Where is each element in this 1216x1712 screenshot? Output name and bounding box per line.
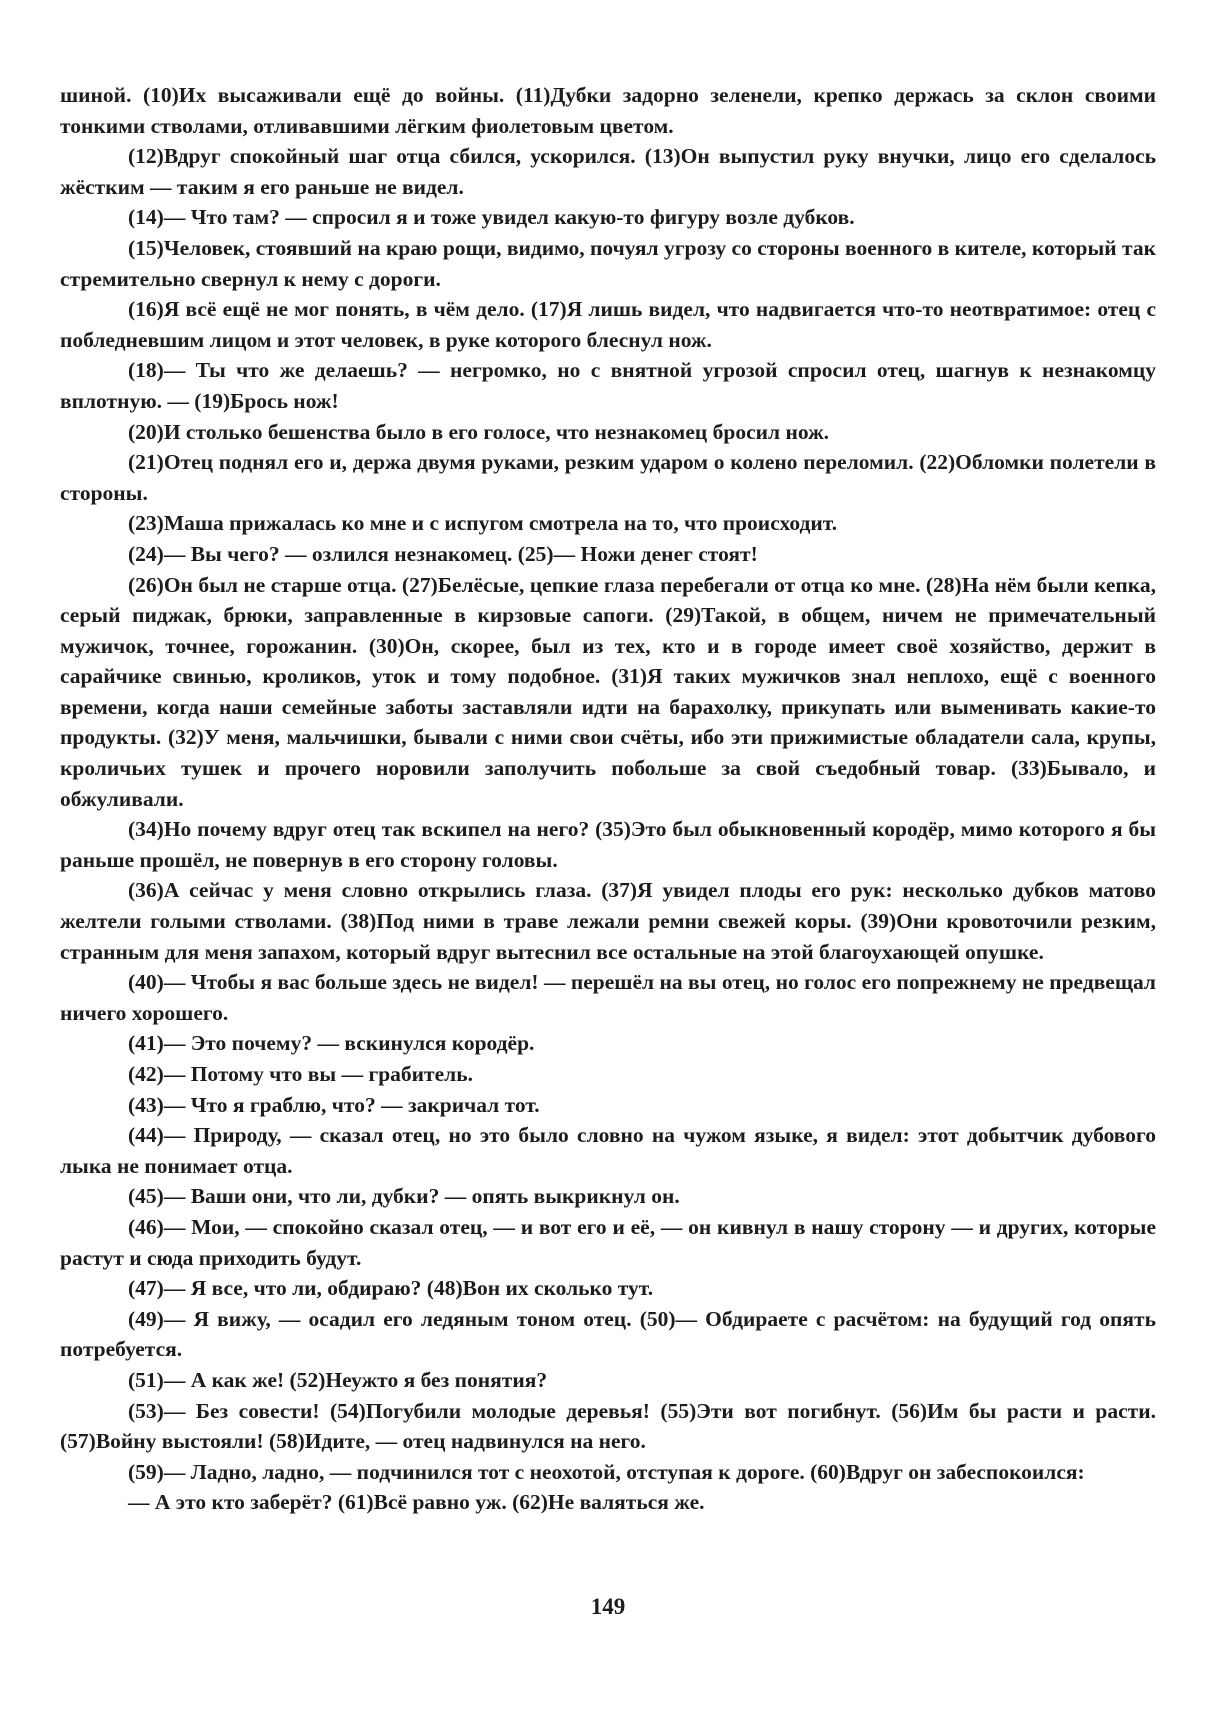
paragraph: (45)— Ваши они, что ли, дубки? — опять выкрикнул он. — [128, 1184, 680, 1209]
paragraph: (18)— Ты что же делаешь? — негромко, но с внятной угрозой спросил отец, шагнув к незнакомцу вплотную. — (19)Брось нож! — [60, 358, 1156, 413]
paragraph: (49)— Я вижу, — осадил его ледяным тоном отец. (50)— Обдираете с расчётом: на будущий год опять потребуется. — [60, 1306, 1156, 1362]
paragraph: (23)Маша прижалась ко мне и с испугом смотрела на то, что происходит. — [128, 511, 838, 536]
paragraph: (46)— Мои, — спокойно сказал отец, — и вот его и её, — он кивнул в нашу сторону — и других, которые растут и сюда приходить будут. — [60, 1214, 1156, 1270]
paragraph: (14)— Что там? — спросил я и тоже увидел какую-то фигуру возле дубков. — [128, 205, 855, 230]
paragraph: (59)— Ладно, ладно, — подчинился тот с неохотой, отступая к дороге. (60)Вдруг он забеспокоился: — [128, 1459, 1085, 1484]
paragraph: (43)— Что я граблю, что? — закричал тот. — [128, 1092, 540, 1117]
paragraph: (26)Он был не старше отца. (27)Белёсые, цепкие глаза перебегали от отца ко мне. (28)На нём были кепка, серый пиджак, брюки, заправленные в кирзовые сапоги. (29)Такой, в общем, ничем не примечательный мужичок, точнее, горожанин. (30)Он, скорее, был из тех, кто и в городе имеет своё хозяйство, держит в сарайчике свинью, кроликов, уток и тому подобное. (31)Я таких мужичков знал неплохо, ещё с военного времени, когда наши семейные заботы заставляли идти на барахолку, прикупать или выменивать какие-то продукты. (32)У меня, мальчишки, бывали с ними свои счёты, ибо эти прижимистые обладатели сала, крупы, кроличьих тушек и прочего норовили заполучить побольше за свой съедобный товар. (33)Бывало, и обжуливали. — [60, 572, 1156, 811]
paragraph: (24)— Вы чего? — озлился незнакомец. (25)— Ножи денег стоят! — [128, 541, 758, 566]
paragraph: (44)— Природу, — сказал отец, но это было словно на чужом языке, я видел: этот добытчик дубового лыка не понимает отца. — [60, 1123, 1156, 1178]
paragraph: (47)— Я все, что ли, обдираю? (48)Вон их сколько тут. — [128, 1276, 654, 1301]
paragraph: (20)И столько бешенства было в его голосе, что незнакомец бросил нож. — [128, 419, 830, 444]
paragraph: (41)— Это почему? — вскинулся кородёр. — [128, 1031, 535, 1056]
page-text — [60, 80, 1156, 1518]
paragraph: — А это кто заберёт? (61)Всё равно уж. (62)Не валяться же. — [128, 1490, 705, 1515]
page-number: 149 — [590, 1594, 626, 1619]
paragraph: (12)Вдруг спокойный шаг отца сбился, ускорился. (13)Он выпустил руку внучки, лицо его сделалось жёстким — таким я его раньше не видел. — [60, 144, 1156, 199]
paragraph: (21)Отец поднял его и, держа двумя руками, резким ударом о колено переломил. (22)Обломки полетели в стороны. — [60, 450, 1156, 505]
paragraph: (42)— Потому что вы — грабитель. — [128, 1062, 473, 1086]
paragraph: (53)— Без совести! (54)Погубили молодые деревья! (55)Эти вот погибнут. (56)Им бы расти и расти. (57)Войну выстояли! (58)Идите, — отец надвинулся на него. — [60, 1398, 1156, 1454]
paragraph: (15)Человек, стоявший на краю рощи, видимо, почуял угрозу со стороны военного в кителе, который так стремительно свернул к нему с дороги. — [60, 235, 1156, 291]
paragraph: (36)А сейчас у меня словно открылись глаза. (37)Я увидел плоды его рук: несколько дубков матово желтели голыми стволами. (38)Под ними в траве лежали ремни свежей коры. (39)Они кровоточили резким, странным для меня запахом, который вдруг вытеснил все остальные на этой благоухающей опушке. — [60, 878, 1156, 964]
paragraph: (16)Я всё ещё не мог понять, в чём дело. (17)Я лишь видел, что надвигается что-то неотвратимое: отец с побледневшим лицом и этот человек, в руке которого блеснул нож. — [60, 297, 1156, 352]
paragraph: (34)Но почему вдруг отец так вскипел на него? (35)Это был обыкновенный кородёр, мимо которого я бы раньше прошёл, не повернув в его сторону головы. — [60, 817, 1156, 872]
paragraph: шиной. (10)Их высаживали ещё до войны. (11)Дубки задорно зеленели, крепко держась за склон своими тонкими стволами, отливавшими лёгким фиолетовым цветом. — [60, 83, 1156, 138]
paragraph: (51)— А как же! (52)Неужто я без понятия? — [128, 1367, 548, 1392]
paragraph: (40)— Чтобы я вас больше здесь не видел! — перешёл на вы отец, но голос его попрежнему не предвещал ничего хорошего. — [60, 970, 1156, 1025]
